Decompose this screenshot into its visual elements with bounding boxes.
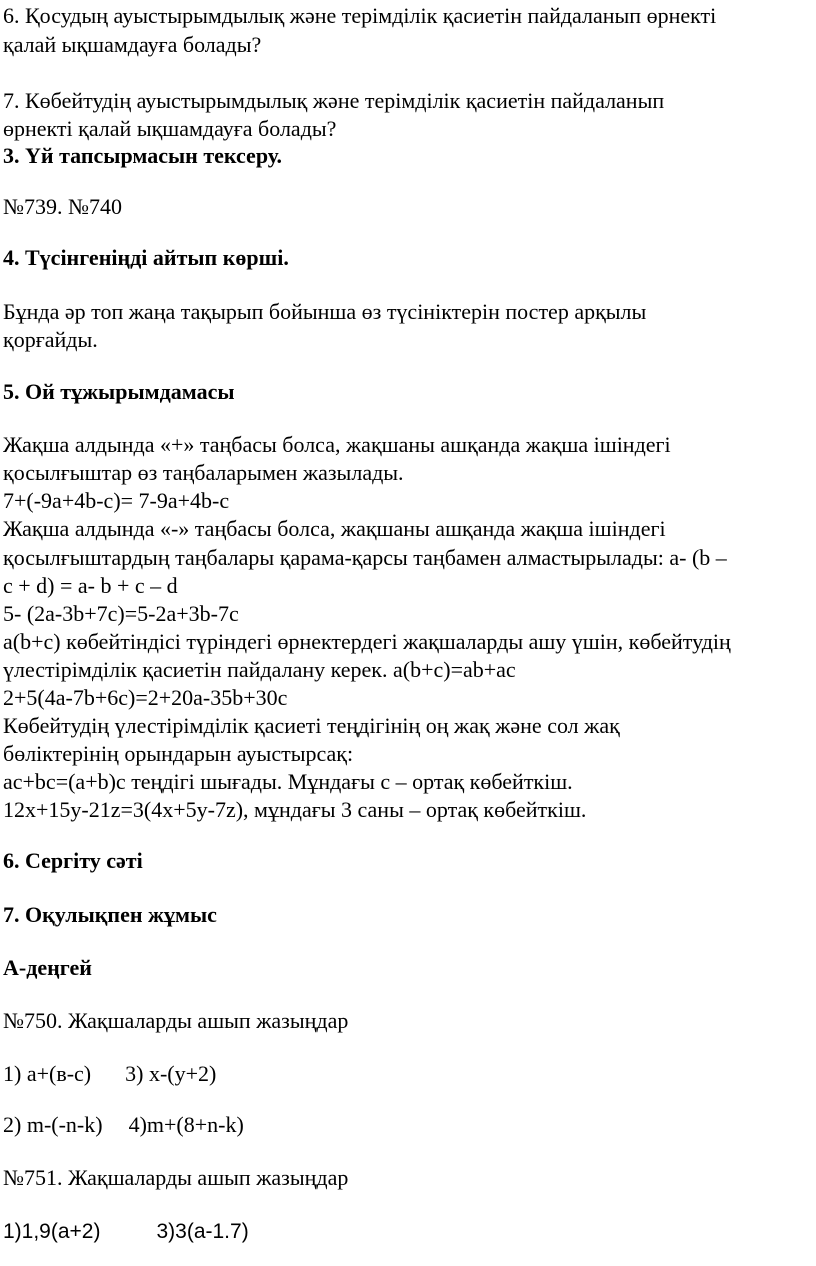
level-a-heading: А-деңгей [3, 955, 92, 980]
rule-product-line-1: a(b+c) көбейтіндісі түріндегі өрнектердегі жақшаларды ашу үшін, көбейтудің [3, 629, 731, 654]
task-750-item-1: 1) a+(в-c) [3, 1061, 92, 1086]
heading-explain: 4. Түсінгеніңді айтып көрші. [3, 245, 289, 270]
rule-plus-line-2: қосылғыштар өз таңбаларымен жазылады. [3, 460, 404, 485]
poster-text-line-1: Бұнда әр топ жаңа тақырып бойынша өз түсініктерін постер арқылы [3, 299, 647, 324]
heading-textbook-work: 7. Оқулықпен жұмыс [3, 902, 217, 927]
task-750-title: №750. Жақшаларды ашып жазыңдар [3, 1008, 349, 1033]
example-minus: 5- (2a-3b+7c)=5-2a+3b-7c [3, 601, 239, 626]
homework-numbers: №739. №740 [3, 194, 122, 219]
rule-minus-line-2: қосылғыштардың таңбалары қарама-қарсы таңбамен алмастырылады: a- (b – [3, 545, 727, 570]
rule-factor-line-1: Көбейтудің үлестірімділік қасиеті теңдігінің оң жақ және сол жақ [3, 713, 620, 738]
task-751-title: №751. Жақшаларды ашып жазыңдар [3, 1165, 349, 1190]
example-plus: 7+(-9a+4b-c)= 7-9a+4b-c [3, 488, 230, 513]
task-750-row-2 [3, 1111, 244, 1139]
task-750-item-2: 2) m-(-n-k) [3, 1112, 103, 1137]
question-6-line-1: 6. Қосудың ауыстырымдылық және терімділік қасиетін пайдаланып өрнекті [3, 3, 717, 28]
task-751-item-1: 1)1,9(a+2) [3, 1220, 101, 1243]
rule-minus-line-3: c + d) = a- b + c – d [3, 573, 178, 598]
task-751-item-3: 3)3(a-1.7) [156, 1220, 249, 1243]
rule-minus-line-1: Жақша алдында «-» таңбасы болса, жақшаны ашқанда жақша ішіндегі [3, 516, 666, 541]
heading-homework-check: 3. Үй тапсырмасын тексеру. [3, 143, 283, 168]
task-750-item-4: 4)m+(8+n-k) [128, 1112, 244, 1137]
task-751-row-1 [3, 1218, 249, 1246]
example-product: 2+5(4a-7b+6c)=2+20a-35b+30c [3, 685, 288, 710]
question-7-line-1: 7. Көбейтудің ауыстырымдылық және терімділік қасиетін пайдаланып [3, 88, 665, 113]
rule-factor-line-3: ac+bc=(a+b)c теңдігі шығады. Мұндағы c – ортақ көбейткіш. [3, 769, 573, 794]
rule-factor-line-2: бөліктерінің орындарын ауыстырсақ: [3, 741, 354, 766]
poster-text-line-2: қорғайды. [3, 327, 98, 352]
rule-product-line-2: үлестірімділік қасиетін пайдалану керек. a(b+c)=ab+ac [3, 657, 516, 682]
example-factor: 12x+15y-21z=3(4x+5y-7z), мұндағы 3 саны – ортақ көбейткіш. [3, 797, 587, 822]
rule-plus-line-1: Жақша алдында «+» таңбасы болса, жақшаны ашқанда жақша ішіндегі [3, 432, 671, 457]
heading-break: 6. Сергіту сәті [3, 848, 143, 873]
question-6-line-2: қалай ықшамдауға болады? [3, 32, 262, 57]
question-7-line-2: өрнекті қалай ықшамдауға болады? [3, 116, 337, 141]
task-750-item-3: 3) x-(y+2) [125, 1061, 217, 1086]
heading-concept: 5. Ой тұжырымдамасы [3, 379, 235, 404]
task-750-row-1 [3, 1060, 216, 1088]
